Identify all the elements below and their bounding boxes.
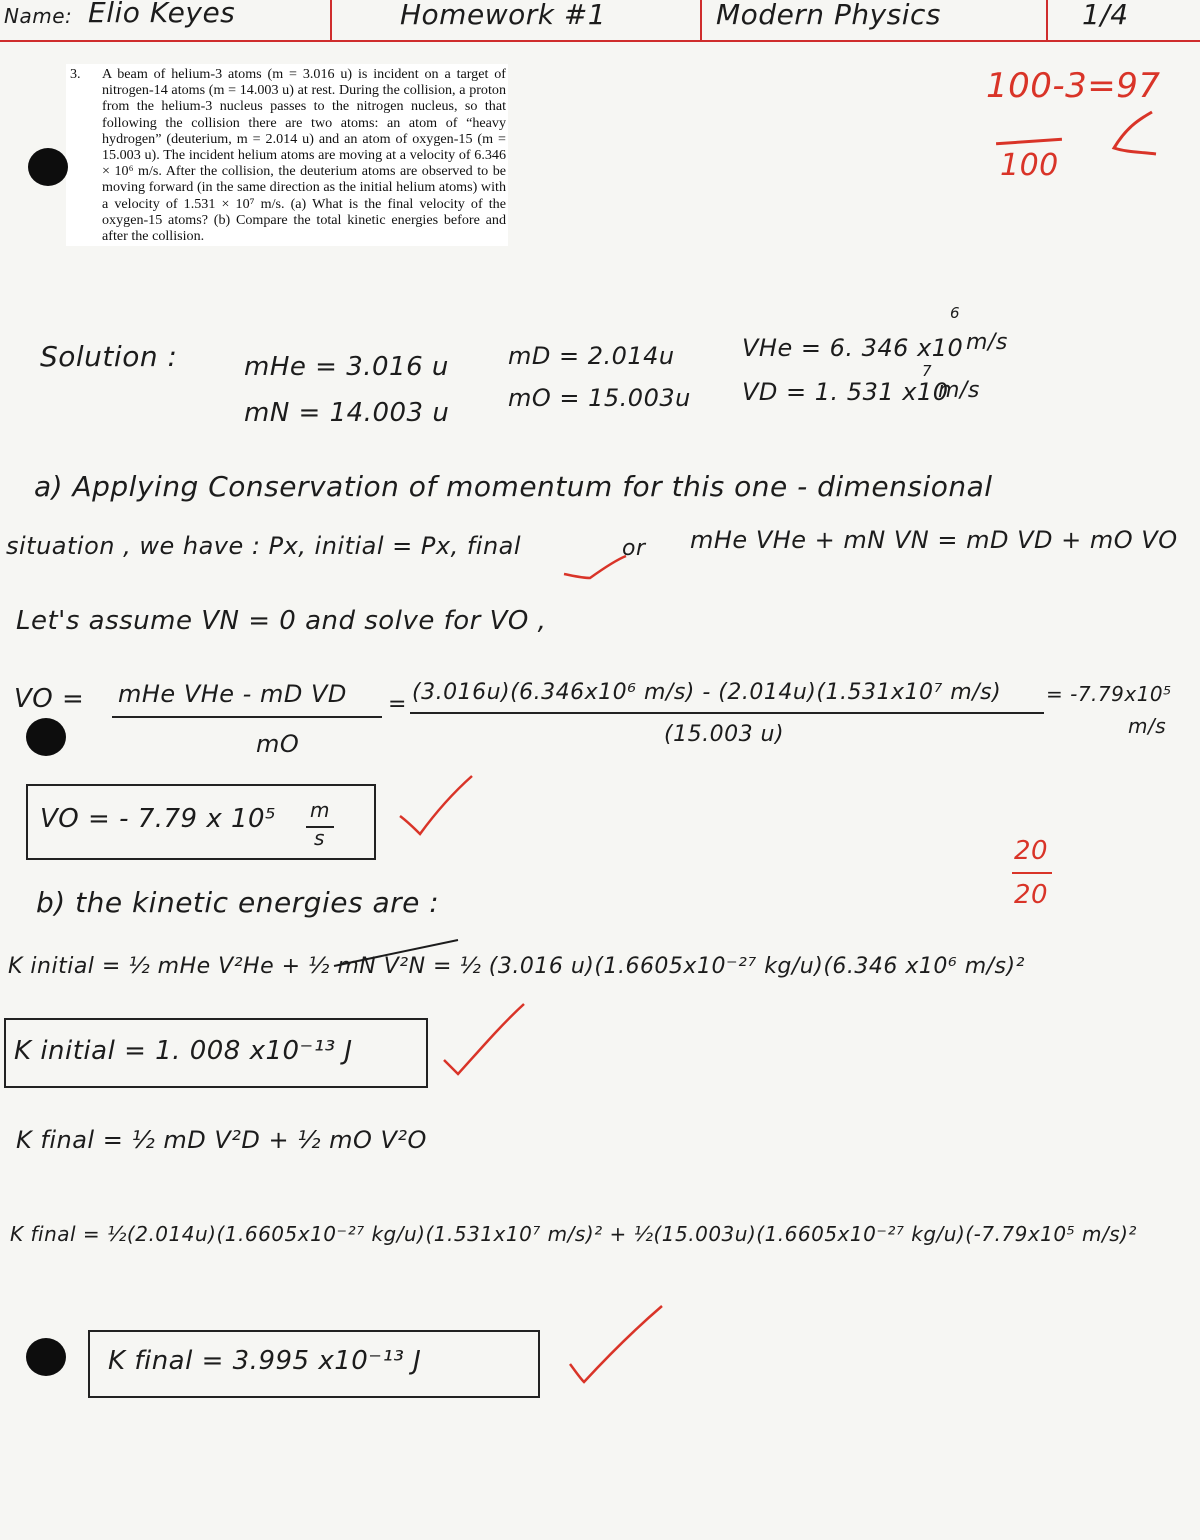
hole-punch-dot bbox=[26, 1338, 66, 1376]
given-v-d: VD = 1. 531 x10 bbox=[742, 378, 949, 406]
part-a-or: or bbox=[622, 536, 646, 561]
k-final-answer: K final = 3.995 x10⁻¹³ J bbox=[108, 1346, 422, 1376]
check-mark bbox=[560, 552, 630, 582]
part-a-line1: a) Applying Conservation of momentum for this one - dimensional bbox=[34, 470, 993, 503]
course-title: Modern Physics bbox=[716, 0, 941, 31]
given-v-he-unit: m/s bbox=[966, 330, 1008, 355]
part-b-heading: b) the kinetic energies are : bbox=[36, 886, 440, 919]
page-header bbox=[0, 0, 1200, 44]
problem-text: A beam of helium-3 atoms (m = 3.016 u) is incident on a target of nitrogen-14 atoms (m = 14.003 u) at rest. During the collision, a proton from the helium-3 nucleus passes to the nitrogen nucleus, so that following the collision there are two atoms: an atom of “heavy hydrogen” (deuterium, m = 2.014 u) and an atom of oxygen-15 (m = 15.003 u). The incident helium atoms are moving at a velocity of 6.346 × 10⁶ m/s. After the collision, the deuterium atoms are observed to be moving forward (in the same direction as the initial helium atoms) with a velocity of 1.531 × 10⁷ m/s. (a) What is the final velocity of the oxygen-15 atoms? (b) Compare the total kinetic energies before and after the collision. bbox=[102, 66, 506, 245]
check-mark bbox=[440, 1000, 530, 1080]
given-m-he: mHe = 3.016 u bbox=[244, 352, 449, 382]
vo-answer-unit-s: s bbox=[314, 826, 325, 850]
strikethrough-mark bbox=[330, 930, 510, 970]
header-divider bbox=[700, 0, 702, 42]
given-v-he-exponent: 6 bbox=[950, 304, 960, 322]
score-denominator: 100 bbox=[1000, 148, 1059, 183]
score-circle-mark bbox=[1108, 108, 1160, 164]
vo-lhs: VO = bbox=[14, 684, 85, 714]
assignment-title: Homework #1 bbox=[400, 0, 607, 31]
vo-numerator: mHe VHe - mD VD bbox=[118, 680, 347, 708]
vo-inline-result: = -7.79x10⁵ bbox=[1046, 682, 1172, 706]
student-name: Elio Keyes bbox=[88, 0, 236, 29]
name-label: Name: bbox=[4, 4, 73, 28]
equals-sign: = bbox=[388, 692, 407, 717]
header-divider bbox=[330, 0, 332, 42]
answer-box-k-final bbox=[88, 1330, 540, 1398]
given-m-d: mD = 2.014u bbox=[508, 342, 675, 370]
answer-box-vo bbox=[26, 784, 376, 860]
substituted-fraction-bar bbox=[410, 712, 1044, 714]
vo-substituted-numerator: (3.016u)(6.346x10⁶ m/s) - (2.014u)(1.531x10⁷ m/s) bbox=[412, 680, 1002, 705]
part-score-bar bbox=[1012, 872, 1052, 874]
vo-denominator: mO bbox=[256, 730, 300, 758]
k-final-expression: K final = ½ mD V²D + ½ mO V²O bbox=[16, 1126, 427, 1154]
problem-number: 3. bbox=[70, 66, 81, 82]
given-m-n: mN = 14.003 u bbox=[244, 398, 450, 428]
score-line: 100-3=97 bbox=[986, 66, 1161, 106]
part-a-line3: Let's assume VN = 0 and solve for VO , bbox=[16, 606, 547, 636]
solution-label: Solution : bbox=[40, 340, 178, 373]
given-v-d-unit: m/s bbox=[938, 378, 980, 403]
given-m-o: mO = 15.003u bbox=[508, 384, 691, 412]
problem-statement bbox=[66, 64, 508, 246]
header-rule bbox=[0, 40, 1200, 42]
k-initial-expression: K initial = ½ mHe V²He + ½ mN V²N = ½ (3.016 u)(1.6605x10⁻²⁷ kg/u)(6.346 x10⁶ m/s)² bbox=[8, 954, 1025, 979]
vo-inline-unit: m/s bbox=[1128, 714, 1167, 738]
part-score-total: 20 bbox=[1014, 880, 1049, 910]
hole-punch-dot bbox=[26, 718, 66, 756]
vo-fraction-bar bbox=[112, 716, 382, 718]
vo-substituted-denominator: (15.003 u) bbox=[664, 722, 785, 747]
answer-box-k-initial bbox=[4, 1018, 428, 1088]
k-initial-answer: K initial = 1. 008 x10⁻¹³ J bbox=[14, 1036, 353, 1066]
check-mark bbox=[396, 772, 476, 842]
momentum-equation: mHe VHe + mN VN = mD VD + mO VO bbox=[690, 526, 1178, 554]
part-a-line2a: situation , we have : Px, initial = Px, final bbox=[6, 532, 522, 560]
check-mark bbox=[566, 1302, 666, 1386]
page-number: 1/4 bbox=[1082, 0, 1129, 31]
header-divider bbox=[1046, 0, 1048, 42]
score-fraction-bar bbox=[996, 138, 1062, 146]
vo-answer: VO = - 7.79 x 10⁵ bbox=[40, 804, 277, 834]
given-v-d-exponent: 7 bbox=[922, 362, 932, 380]
part-score: 20 bbox=[1014, 836, 1049, 866]
k-final-substitution: K final = ½(2.014u)(1.6605x10⁻²⁷ kg/u)(1.531x10⁷ m/s)² + ½(15.003u)(1.6605x10⁻²⁷ kg/u)(-7.79x10⁵ m/s)² bbox=[10, 1222, 1137, 1246]
vo-answer-unit-m: m bbox=[310, 798, 330, 822]
given-v-he: VHe = 6. 346 x10 bbox=[742, 334, 964, 362]
hole-punch-dot bbox=[28, 148, 68, 186]
